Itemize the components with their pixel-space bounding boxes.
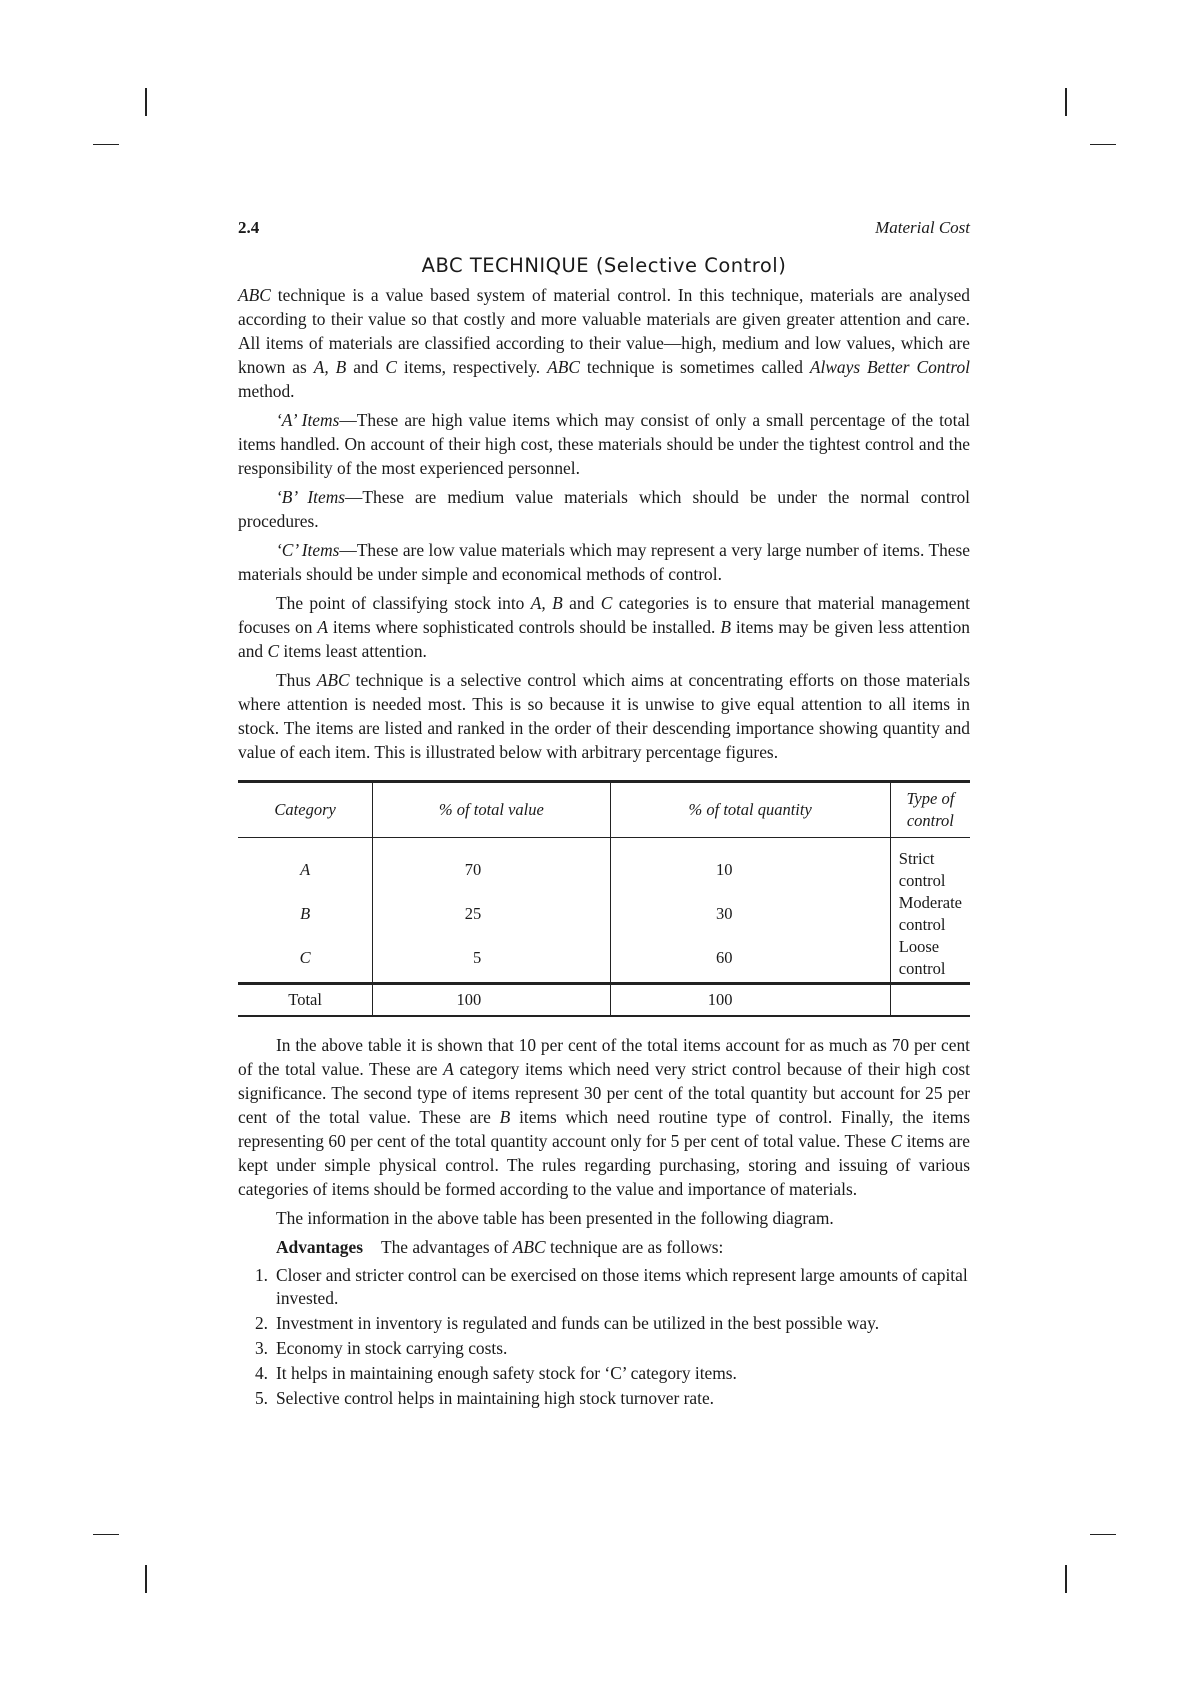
page-number: 2.4: [238, 218, 260, 237]
value-cell: 5: [473, 948, 482, 967]
section-title: ABC TECHNIQUE (Selective Control): [421, 254, 787, 277]
category-cell: B: [300, 904, 311, 923]
control-cell: Strict control: [890, 838, 970, 893]
header-value: % of total value: [373, 782, 610, 838]
crop-mark: [1090, 144, 1116, 145]
table-header-row: [238, 782, 970, 838]
control-cell: Loose control: [890, 936, 970, 984]
c-items-paragraph: ‘C’ Items—These are low value materials which may represent a very large number of items. These materials should be under simple and economical methods of control.: [238, 540, 970, 584]
c-items-label: ‘C’ Items: [276, 540, 340, 560]
abc-table: [238, 780, 970, 1017]
header-category: Category: [238, 782, 373, 838]
b-items-label: ‘B’ Items: [276, 487, 346, 507]
category-cell: A: [300, 860, 311, 879]
header-control: Type of control: [890, 782, 970, 838]
page-content: [238, 218, 970, 1412]
list-item: 5. Selective control helps in maintaining high stock turnover rate.: [254, 1388, 715, 1408]
b-items-paragraph: ‘B’ Items—These are medium value materials which should be under the normal control procedures.: [238, 487, 971, 531]
intro-paragraph: ABC technique is a value based system of material control. In this technique, materials are analysed according to their value so that costly and more valuable materials are given greater attention and care. All items of materials are classified according to their value—high, medium and low values, which are known as A, B and C items, respectively. ABC technique is sometimes called Always Better Control method.: [238, 285, 970, 401]
table-row: [238, 838, 970, 893]
list-item: 2. Investment in inventory is regulated and funds can be utilized in the best possible way.: [254, 1313, 880, 1333]
total-label: Total: [238, 984, 373, 1017]
control-cell: Moderate control: [890, 892, 970, 936]
crop-mark: [1065, 1565, 1067, 1593]
table-row: [238, 892, 970, 936]
classification-paragraph: The point of classifying stock into A, B and C categories is to ensure that material management focuses on A items where sophisticated controls should be installed. B items may be given less attention and C items least attention.: [238, 593, 970, 661]
running-header: [238, 218, 970, 244]
advantages-heading: Advantages: [276, 1237, 363, 1257]
crop-mark: [145, 88, 147, 116]
header-quantity: % of total quantity: [610, 782, 890, 838]
crop-mark: [1090, 1534, 1116, 1535]
a-items-label: ‘A’ Items: [276, 410, 340, 430]
chapter-title: Material Cost: [875, 218, 970, 237]
total-value: 100: [456, 990, 482, 1009]
quantity-cell: 10: [716, 860, 733, 879]
quantity-cell: 30: [716, 904, 733, 923]
crop-mark: [93, 144, 119, 145]
crop-mark: [93, 1534, 119, 1535]
category-cell: C: [299, 948, 311, 967]
table-row: [238, 936, 970, 984]
advantages-intro: Advantages The advantages of ABC technique are as follows:: [276, 1237, 724, 1257]
quantity-cell: 60: [716, 948, 733, 967]
selective-control-paragraph: Thus ABC technique is a selective control which aims at concentrating efforts on those materials where attention is needed most. This is so because it is unwise to give equal attention to all items in stock. The items are listed and ranked in the order of their descending importance showing quantity and value of each item. This is illustrated below with arbitrary percentage figures.: [238, 670, 970, 762]
value-cell: 70: [464, 860, 482, 879]
list-item: 1. Closer and stricter control can be exercised on those items which represent large amounts of capital invested.: [254, 1265, 968, 1308]
crop-mark: [145, 1565, 147, 1593]
value-cell: 25: [464, 904, 482, 923]
total-control-empty: [890, 984, 970, 1017]
a-items-paragraph: ‘A’ Items—These are high value items which may consist of only a small percentage of the total items handled. On account of their high cost, these materials should be under the tightest control and the responsibility of the most experienced personnel.: [238, 410, 970, 478]
table-total-row: [238, 984, 970, 1017]
total-quantity: 100: [707, 990, 733, 1009]
list-item: 3. Economy in stock carrying costs.: [254, 1338, 508, 1358]
diagram-note-paragraph: The information in the above table has been presented in the following diagram.: [276, 1208, 834, 1228]
table-explanation-paragraph: In the above table it is shown that 10 per cent of the total items account for as much as 70 per cent of the total value. These are A category items which need very strict control because of their high cost significance. The second type of items represent 30 per cent of the total quantity but account for 25 per cent of the total value. These are B items which need routine type of control. Finally, the items representing 60 per cent of the total quantity account only for 5 per cent of total value. These C items are kept under simple physical control. The rules regarding purchasing, storing and issuing of various categories of items should be formed according to the value and importance of materials.: [238, 1035, 970, 1199]
crop-mark: [1065, 88, 1067, 116]
list-item: 4. It helps in maintaining enough safety stock for ‘C’ category items.: [254, 1363, 737, 1383]
advantages-list: [238, 1264, 970, 1410]
